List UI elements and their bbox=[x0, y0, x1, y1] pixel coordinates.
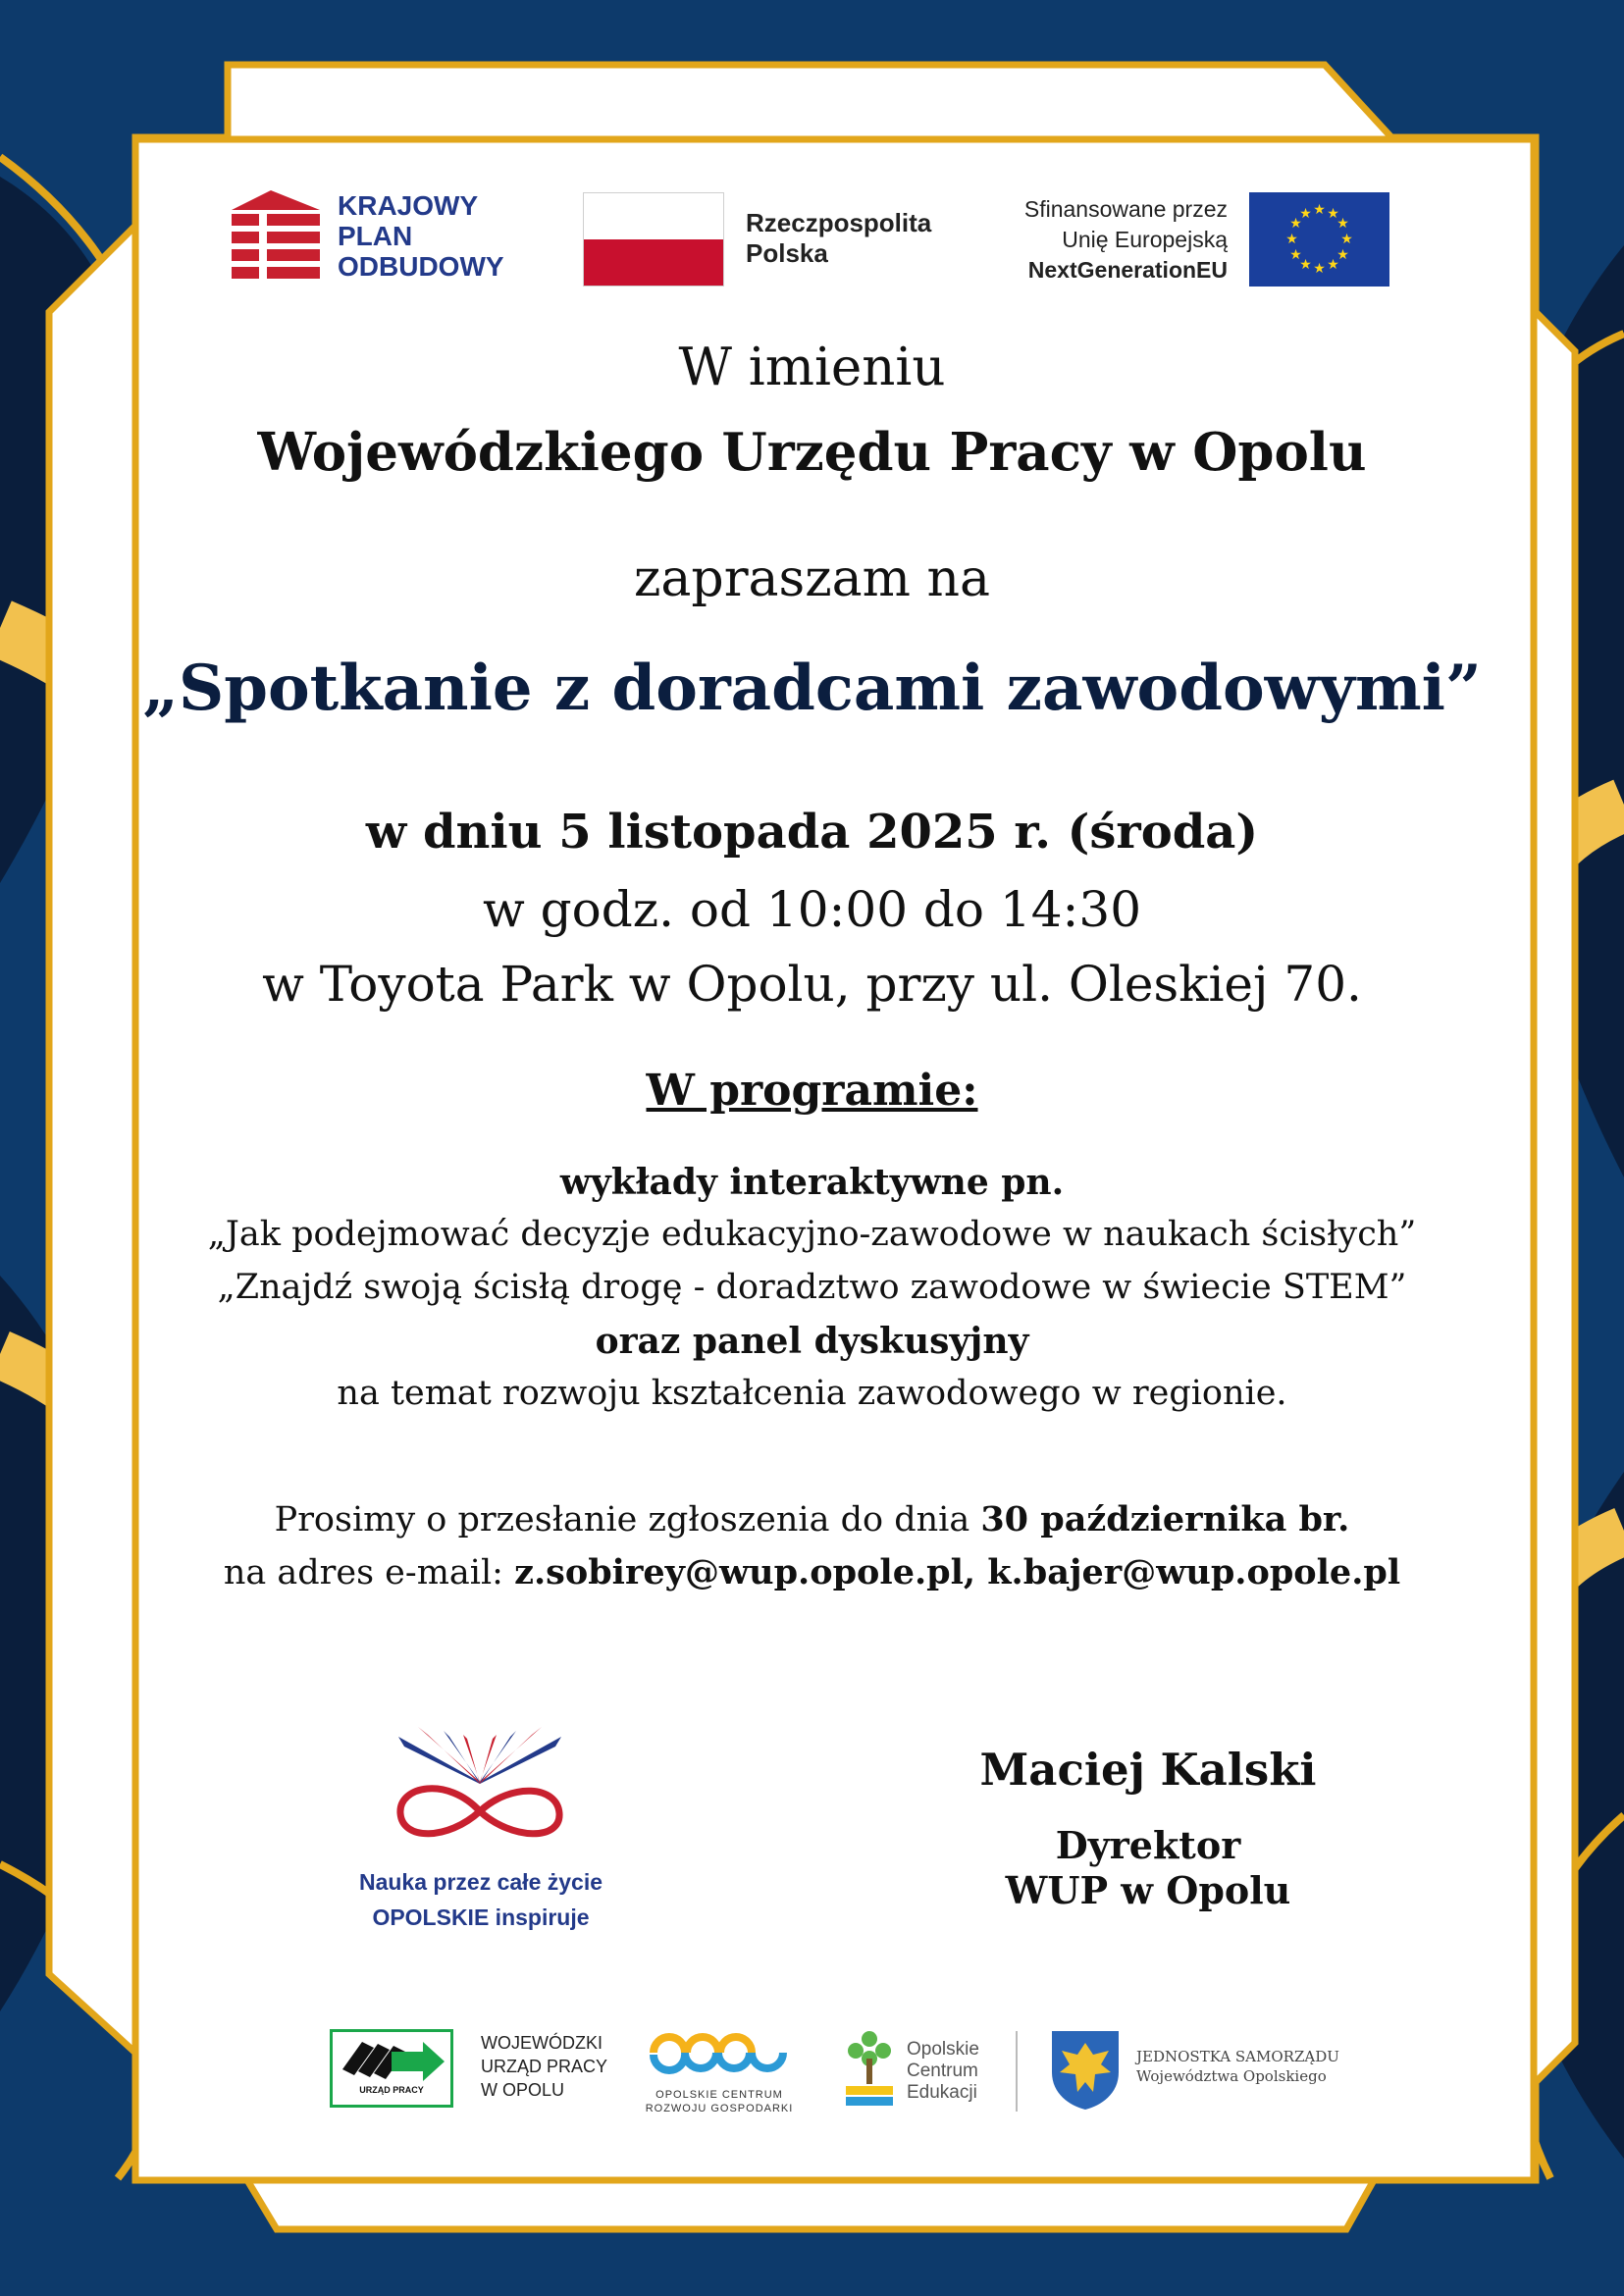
registration-line-2 bbox=[137, 1552, 1487, 1592]
eu-funding-text bbox=[1024, 194, 1228, 286]
registration-deadline: 30 października br. bbox=[980, 1499, 1350, 1539]
oce-line-1: Opolskie bbox=[907, 2039, 979, 2060]
event-title: „Spotkanie z doradcami zawodowymi” bbox=[142, 652, 1482, 725]
registration-prefix: Prosimy o przesłanie zgłoszenia do dnia bbox=[274, 1500, 981, 1539]
svg-text:★: ★ bbox=[1336, 216, 1349, 232]
intro-invite: zapraszam na bbox=[634, 549, 990, 608]
svg-text:★: ★ bbox=[1289, 216, 1302, 232]
wup-line-3: W OPOLU bbox=[481, 2080, 565, 2100]
wup-logo-text bbox=[481, 2031, 607, 2102]
svg-text:★: ★ bbox=[1313, 261, 1326, 277]
kpo-line-1: KRAJOWY bbox=[338, 190, 479, 221]
svg-text:★: ★ bbox=[1289, 247, 1302, 263]
wup-badge-text: URZĄD PRACY bbox=[359, 2085, 424, 2095]
wup-logo-icon bbox=[330, 2029, 453, 2108]
nauka-line-1: Nauka przez całe życie bbox=[358, 1869, 603, 1895]
program-lectures-label: wykłady interaktywne pn. bbox=[559, 1162, 1065, 1203]
js-line-1: JEDNOSTKA SAMORZĄDU bbox=[1136, 2048, 1339, 2065]
email-prefix: na adres e-mail: bbox=[223, 1553, 515, 1592]
signature-name: Maciej Kalski bbox=[979, 1744, 1317, 1796]
oce-tree-logo-icon bbox=[842, 2025, 897, 2112]
svg-text:★: ★ bbox=[1285, 232, 1298, 247]
eu-line-1: Sfinansowane przez bbox=[1023, 196, 1228, 222]
polish-flag-icon bbox=[583, 192, 724, 287]
program-lecture-1: „Jak podejmować decyzje edukacyjno-zawodowe w naukach ścisłych” bbox=[207, 1215, 1417, 1254]
js-line-2: Województwa Opolskiego bbox=[1136, 2067, 1327, 2085]
oce-line-2: Centrum bbox=[907, 2061, 978, 2081]
program-lecture-2: „Znajdź swoją ścisłą drogę - doradztwo zawodowe w świecie STEM” bbox=[217, 1268, 1407, 1307]
ocrg-logo-icon bbox=[648, 2029, 791, 2076]
program-heading: W programie: bbox=[646, 1066, 978, 1116]
signature-block bbox=[942, 1741, 1354, 1913]
kpo-logo-text bbox=[338, 190, 504, 282]
eu-flag-icon bbox=[1249, 192, 1389, 287]
nauka-infinity-logo-icon bbox=[389, 1727, 571, 1849]
rp-line-2: Polska bbox=[746, 238, 828, 268]
nauka-line-2: OPOLSKIE inspiruje bbox=[372, 1905, 590, 1930]
svg-text:★: ★ bbox=[1299, 257, 1312, 273]
ocrg-line-1: OPOLSKIE CENTRUM bbox=[655, 2089, 783, 2101]
footer-divider bbox=[1016, 2031, 1018, 2112]
eu-line-2: Unię Europejską bbox=[1062, 227, 1228, 252]
ocrg-logo-text bbox=[628, 2088, 811, 2115]
program-panel-topic: na temat rozwoju kształcenia zawodowego w regionie. bbox=[337, 1374, 1287, 1413]
svg-text:★: ★ bbox=[1336, 247, 1349, 263]
svg-text:★: ★ bbox=[1340, 232, 1353, 247]
kpo-line-2: PLAN bbox=[338, 221, 413, 251]
registration-line-1 bbox=[137, 1499, 1487, 1539]
svg-text:★: ★ bbox=[1327, 257, 1339, 273]
wup-line-1: WOJEWÓDZKI bbox=[481, 2033, 602, 2053]
signature-title-1: Dyrektor bbox=[1055, 1823, 1241, 1867]
nauka-logo-text bbox=[304, 1864, 657, 1935]
email-addresses[interactable]: z.sobirey@wup.opole.pl, k.bajer@wup.opole.pl bbox=[514, 1552, 1401, 1592]
program-panel-label: oraz panel dyskusyjny bbox=[595, 1321, 1029, 1362]
kpo-logo-icon bbox=[232, 190, 320, 285]
event-time: w godz. od 10:00 do 14:30 bbox=[482, 881, 1142, 938]
rp-line-1: Rzeczpospolita bbox=[746, 208, 932, 237]
js-logo-text bbox=[1136, 2047, 1339, 2086]
ocrg-line-2: ROZWOJU GOSPODARKI bbox=[645, 2103, 794, 2114]
wup-line-2: URZĄD PRACY bbox=[481, 2057, 608, 2076]
oce-line-3: Edukacji bbox=[907, 2082, 977, 2103]
rp-logo-text bbox=[746, 208, 931, 269]
event-date: w dniu 5 listopada 2025 r. (środa) bbox=[365, 805, 1259, 860]
intro-institution: Wojewódzkiego Urzędu Pracy w Opolu bbox=[257, 422, 1367, 483]
svg-text:★: ★ bbox=[1299, 206, 1312, 222]
intro-line-1: W imieniu bbox=[678, 338, 946, 397]
svg-text:★: ★ bbox=[1327, 206, 1339, 222]
oce-logo-text bbox=[907, 2039, 979, 2104]
opolskie-coat-of-arms-icon bbox=[1050, 2029, 1121, 2112]
event-place: w Toyota Park w Opolu, przy ul. Oleskiej 70. bbox=[262, 956, 1362, 1013]
svg-text:★: ★ bbox=[1313, 202, 1326, 218]
eu-line-3: NextGenerationEU bbox=[1027, 257, 1228, 283]
program-heading-wrap bbox=[137, 1066, 1487, 1116]
signature-title-2: WUP w Opolu bbox=[1005, 1868, 1291, 1912]
kpo-line-3: ODBUDOWY bbox=[338, 251, 504, 282]
